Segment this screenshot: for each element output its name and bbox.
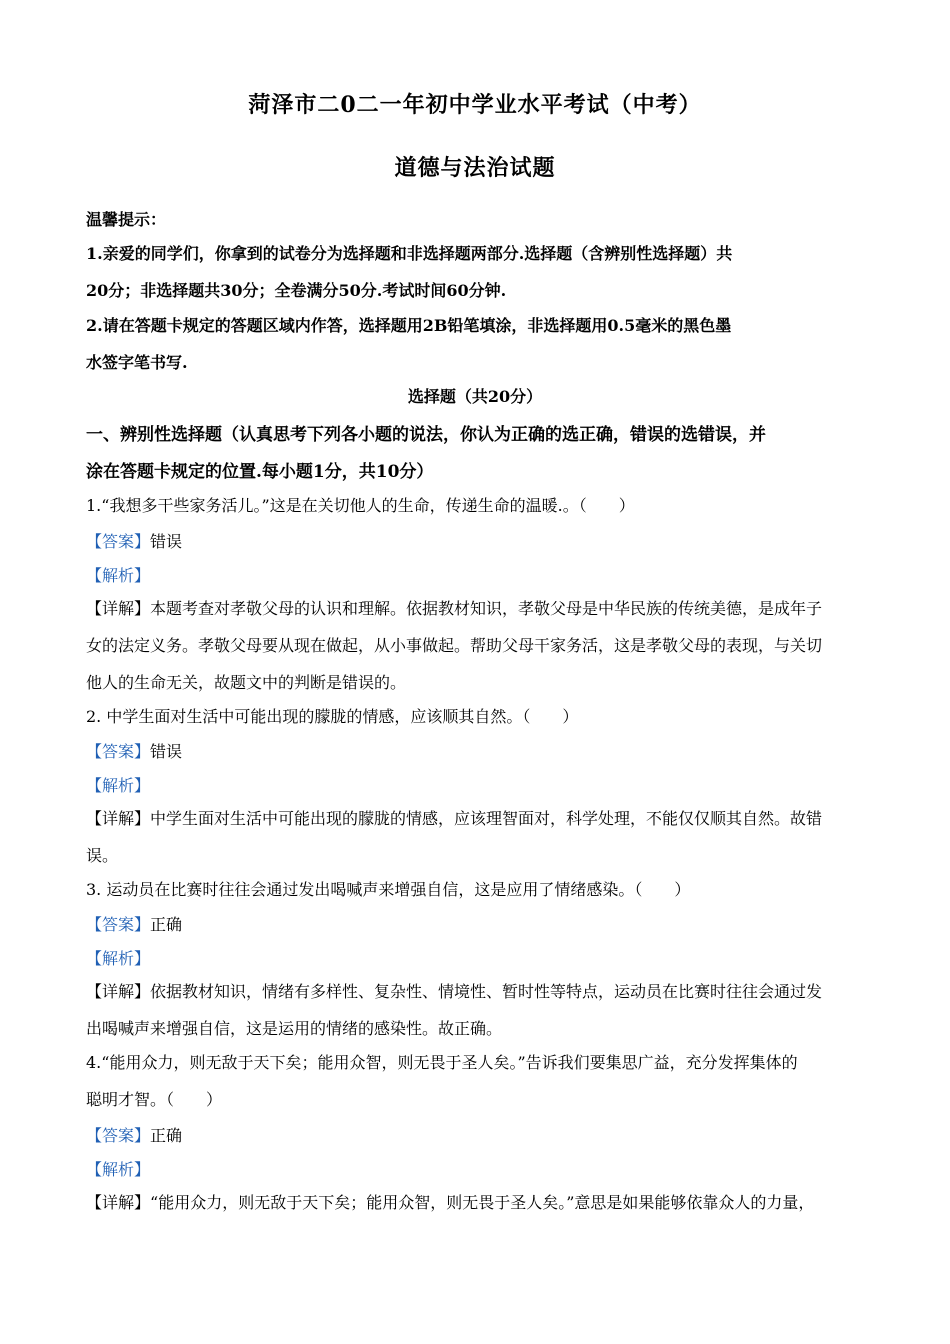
detail-text: 误。 — [86, 846, 119, 865]
detail-label: 【详解】 — [86, 1193, 151, 1212]
detail-text: 女的法定义务。孝敬父母要从现在做起，从小事做起。帮助父母干家务活，这是孝敬父母的表现，与关切 — [86, 636, 823, 655]
part-instructions: 一、辨别性选择题（认真思考下列各小题的说法，你认为正确的选正确，错误的选错误，并 — [86, 425, 766, 445]
detail-text: 本题考查对孝敬父母的认识和理解。依据教材知识，孝敬父母是中华民族的传统美德，是成年子 — [150, 599, 823, 618]
notice-line: 20分；非选择题共30分；全卷满分50分.考试时间60分钟. — [86, 281, 507, 300]
notice-line: 水签字笔书写. — [86, 353, 188, 372]
question-stem: 3. 运动员在比赛时往往会通过发出喝喊声来增强自信，这是应用了情绪感染。（ ） — [86, 880, 691, 899]
section-title: 选择题（共20分） — [407, 387, 543, 406]
detail-label: 【详解】 — [86, 982, 151, 1001]
answer-label: 【答案】 — [86, 742, 151, 761]
exam-subtitle: 道德与法治试题 — [394, 155, 556, 181]
notice-line: 1.亲爱的同学们，你拿到的试卷分为选择题和非选择题两部分.选择题（含辨别性选择题）共 — [86, 244, 733, 263]
exam-title: 菏泽市二0二一年初中学业水平考试（中考） — [248, 92, 702, 118]
analysis-label: 【解析】 — [86, 566, 151, 585]
detail-text: 出喝喊声来增强自信，这是运用的情绪的感染性。故正确。 — [86, 1019, 503, 1038]
question-stem: 4.“能用众力，则无敌于天下矣；能用众智，则无畏于圣人矣。”告诉我们要集思广益，充分发挥集体的 — [86, 1053, 798, 1072]
answer-label: 【答案】 — [86, 1126, 151, 1145]
analysis-label: 【解析】 — [86, 776, 151, 795]
detail-row — [86, 806, 866, 829]
answer-label: 【答案】 — [86, 915, 151, 934]
answer-label: 【答案】 — [86, 532, 151, 551]
detail-row — [86, 596, 866, 619]
answer-row — [86, 1123, 866, 1146]
detail-row — [86, 1190, 866, 1213]
question-stem: 1.“我想多干些家务活儿。”这是在关切他人的生命，传递生命的温暖.。（ ） — [86, 496, 635, 515]
analysis-label: 【解析】 — [86, 949, 151, 968]
detail-text: “能用众力，则无敌于天下矣；能用众智，则无畏于圣人矣。”意思是如果能够依靠众人的力量， — [150, 1193, 815, 1212]
notice-heading: 温馨提示： — [86, 210, 167, 229]
answer-value: 错误 — [150, 742, 183, 761]
detail-text: 中学生面对生活中可能出现的朦胧的情感，应该理智面对，科学处理，不能仅仅顺其自然。故错 — [150, 809, 823, 828]
detail-label: 【详解】 — [86, 599, 151, 618]
part-instructions: 涂在答题卡规定的位置.每小题1分，共10分） — [86, 462, 434, 482]
detail-text: 依据教材知识，情绪有多样性、复杂性、情境性、暂时性等特点，运动员在比赛时往往会通过发 — [150, 982, 823, 1001]
analysis-label: 【解析】 — [86, 1160, 151, 1179]
answer-row — [86, 739, 866, 762]
answer-row — [86, 912, 866, 935]
answer-row — [86, 529, 866, 552]
answer-value: 正确 — [150, 915, 183, 934]
answer-value: 正确 — [150, 1126, 183, 1145]
detail-text: 他人的生命无关，故题文中的判断是错误的。 — [86, 673, 407, 692]
answer-value: 错误 — [150, 532, 183, 551]
notice-line: 2.请在答题卡规定的答题区域内作答，选择题用2B铅笔填涂，非选择题用0.5毫米的黑色墨 — [86, 316, 732, 335]
question-stem: 2. 中学生面对生活中可能出现的朦胧的情感，应该顺其自然。（ ） — [86, 707, 579, 726]
detail-row — [86, 979, 866, 1002]
detail-label: 【详解】 — [86, 809, 151, 828]
question-stem: 聪明才智。（ ） — [86, 1090, 223, 1109]
